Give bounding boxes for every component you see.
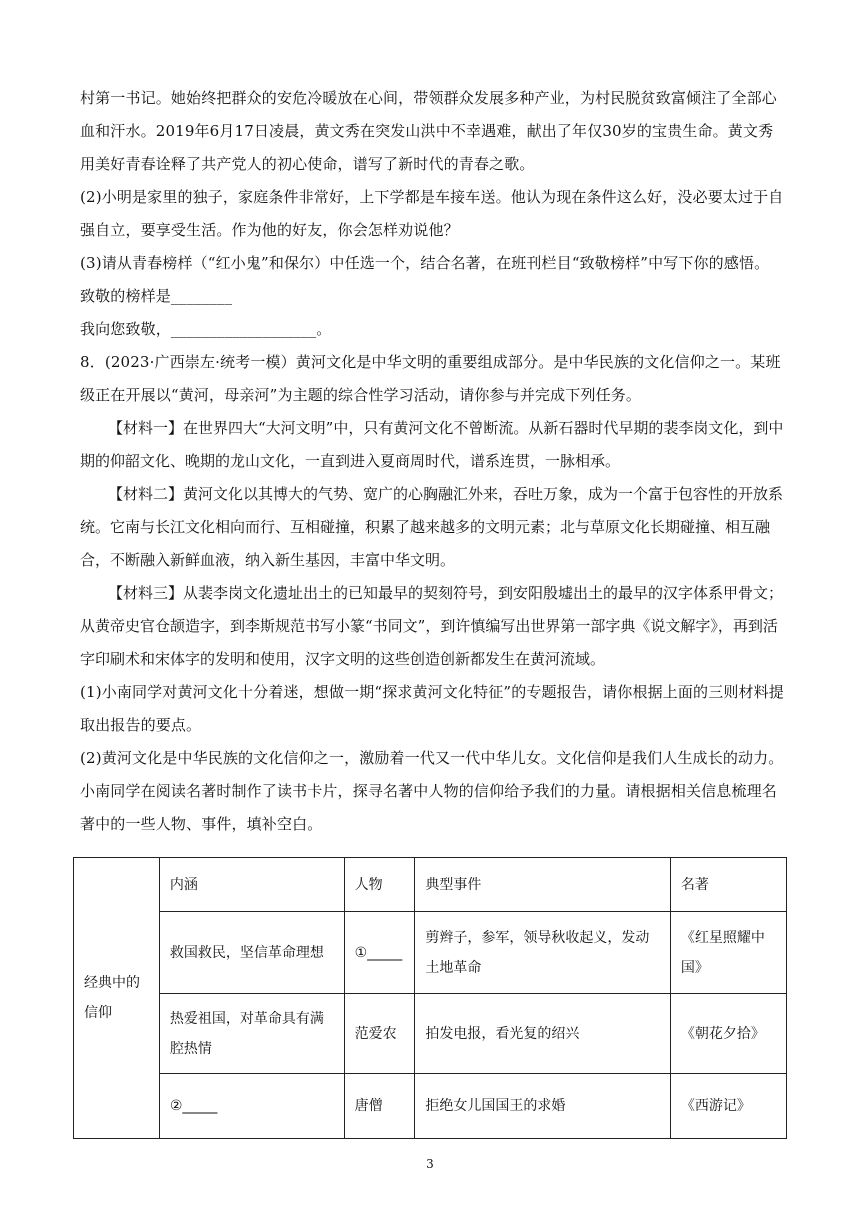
material-2 <box>80 478 784 577</box>
material-3-text: 从裴李岗文化遗址出土的已知最早的契刻符号，到安阳殷墟出土的最早的汉字体系甲骨文；从黄帝史官仓颉造字，到李斯规范书写小篆“书同文”，到许慎编写出世界第一部字典《说文解字》，再到活字印刷术和宋体字的发明和使用，汉字文明的这些创造创新都发生在黄河流域。 <box>80 584 784 668</box>
material-2-text: 黄河文化以其博大的气势、宽广的心胸融汇外来，吞吐万象，成为一个富于包容性的开放系统。它南与长江文化相向而行、互相碰撞，积累了越来越多的文明元素；北与草原文化长期碰撞、相互融合，不断融入新鲜血液，纳入新生基因，丰富中华文明。 <box>80 485 784 569</box>
question-2-xiaoming: (2)小明是家里的独子，家庭条件非常好，上下学都是车接车送。他认为现在条件这么好，没必要太过于自强自立，要享受生活。作为他的好友，你会怎样劝说他？ <box>80 188 784 239</box>
paragraph-huang-wenxiu: 村第一书记。她始终把群众的安危冷暖放在心间，带领群众发展多种产业，为村民脱贫致富倾注了全部心血和汗水。2019年6月17日凌晨，黄文秀在突发山洪中不幸遇难，献出了年仅30岁的宝贵生命。黄文秀用美好青春诠释了共产党人的初心使命，谱写了新时代的青春之歌。 <box>80 89 777 173</box>
question-8-intro: 8．(2023·广西崇左·统考一模）黄河文化是中华文明的重要组成部分。是中华民族的文化信仰之一。某班级正在开展以“黄河，母亲河”为主题的综合性学习活动，请你参与并完成下列任务。 <box>80 353 781 404</box>
role-model-blank: 致敬的榜样是________ <box>80 287 233 305</box>
cell-event: 拒绝女儿国国王的求婚 <box>415 1074 671 1139</box>
cell-person: 范爱农 <box>344 994 415 1074</box>
cell-person: 唐僧 <box>344 1074 415 1139</box>
cell-person: ①_____ <box>344 912 415 994</box>
material-2-label: 【材料二】 <box>108 485 184 503</box>
subquestion-1: (1)小南同学对黄河文化十分着迷，想做一期“探求黄河文化特征”的专题报告，请你根据上面的三则材料提取出报告的要点。 <box>80 683 784 734</box>
cell-connotation: ②_____ <box>159 1074 344 1139</box>
table-header-row <box>74 858 787 912</box>
material-3-label: 【材料三】 <box>108 584 184 602</box>
material-3 <box>80 577 784 676</box>
salute-blank: 我向您致敬，___________________。 <box>80 320 332 338</box>
cell-book: 《朝花夕拾》 <box>670 994 786 1074</box>
cell-book: 《红星照耀中国》 <box>670 912 786 994</box>
cell-event: 剪辫子，参军，领导秋收起义，发动土地革命 <box>415 912 671 994</box>
table-row <box>74 1074 787 1139</box>
page-number: 3 <box>426 1157 434 1171</box>
question-3-role-model: (3)请从青春榜样（“红小鬼”和保尔）中任选一个，结合名著，在班刊栏目“致敬榜样”中写下你的感悟。 <box>80 254 770 272</box>
header-event: 典型事件 <box>415 858 671 912</box>
table-row <box>74 912 787 994</box>
document-body <box>80 82 784 841</box>
header-person: 人物 <box>344 858 415 912</box>
header-book: 名著 <box>670 858 786 912</box>
belief-table <box>73 857 787 1139</box>
material-1-label: 【材料一】 <box>108 419 184 437</box>
row-header-cell: 经典中的信仰 <box>74 858 160 1139</box>
cell-event: 拍发电报，看光复的绍兴 <box>415 994 671 1074</box>
material-1 <box>80 412 784 478</box>
cell-book: 《西游记》 <box>670 1074 786 1139</box>
table-row <box>74 994 787 1074</box>
header-connotation: 内涵 <box>159 858 344 912</box>
material-1-text: 在世界四大“大河文明”中，只有黄河文化不曾断流。从新石器时代早期的裴李岗文化，到中期的仰韶文化、晚期的龙山文化，一直到进入夏商周时代，谱系连贯，一脉相承。 <box>80 419 784 470</box>
subquestion-2: (2)黄河文化是中华民族的文化信仰之一，激励着一代又一代中华儿女。文化信仰是我们人生成长的动力。小南同学在阅读名著时制作了读书卡片，探寻名著中人物的信仰给予我们的力量。请根据相关信息梳理名著中的一些人物、事件，填补空白。 <box>80 749 784 833</box>
cell-connotation: 救国救民，坚信革命理想 <box>159 912 344 994</box>
cell-connotation: 热爱祖国，对革命具有满腔热情 <box>159 994 344 1074</box>
